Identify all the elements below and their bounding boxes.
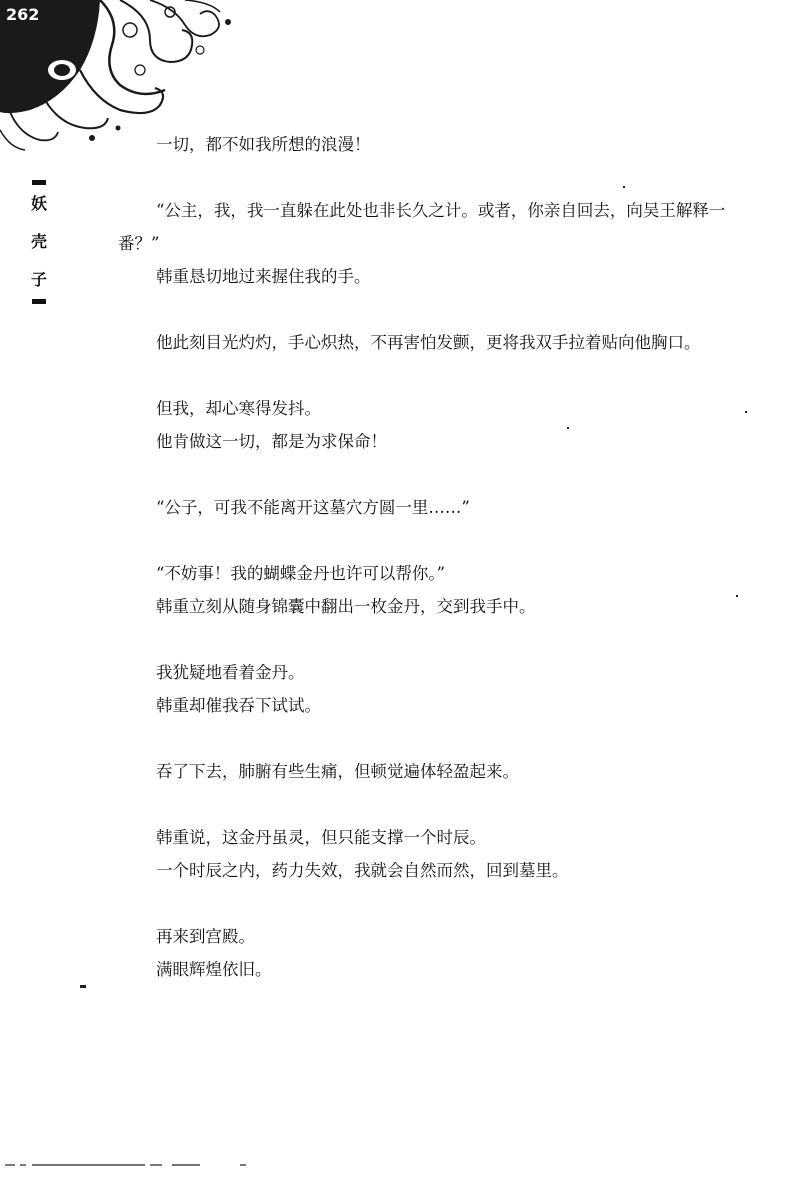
paragraph: “公子，可我不能离开这墓穴方圆一里……” bbox=[156, 498, 470, 517]
scan-speck bbox=[745, 411, 747, 413]
paragraph: 满眼辉煌依旧。 bbox=[156, 960, 272, 979]
footer-rule bbox=[0, 1162, 260, 1168]
paragraph: 再来到宫殿。 bbox=[156, 927, 255, 946]
paragraph: 他肯做这一切，都是为求保命！ bbox=[156, 432, 387, 451]
paragraph: “不妨事！我的蝴蝶金丹也许可以帮你。” bbox=[156, 564, 446, 583]
paragraph: 一切，都不如我所想的浪漫！ bbox=[156, 135, 371, 154]
paragraph: 一个时辰之内，药力失效，我就会自然而然，回到墓里。 bbox=[156, 861, 569, 880]
scan-speck bbox=[623, 186, 625, 188]
paragraph: 吞了下去，肺腑有些生痛，但顿觉遍体轻盈起来。 bbox=[156, 762, 519, 781]
title-char-2: 壳 bbox=[30, 232, 47, 251]
paragraph: 我犹疑地看着金丹。 bbox=[156, 663, 305, 682]
paragraph: 韩重立刻从随身锦囊中翻出一枚金丹，交到我手中。 bbox=[156, 597, 536, 616]
scan-speck bbox=[80, 985, 86, 988]
scan-speck bbox=[736, 595, 738, 597]
paragraph: 韩重说，这金丹虽灵，但只能支撑一个时辰。 bbox=[156, 828, 486, 847]
book-title-vertical bbox=[30, 180, 48, 304]
paragraph: 他此刻目光灼灼，手心炽热，不再害怕发颤，更将我双手拉着贴向他胸口。 bbox=[156, 333, 701, 352]
scan-speck bbox=[567, 427, 569, 429]
paragraph: 但我，却心寒得发抖。 bbox=[156, 399, 321, 418]
bottom-bracket bbox=[32, 299, 46, 304]
title-char-3: 子 bbox=[30, 270, 47, 289]
paragraph: “公主，我，我一直躲在此处也非长久之计。或者，你亲自回去，向吴王解释一番？” bbox=[118, 201, 726, 253]
paragraph: 韩重却催我吞下试试。 bbox=[156, 696, 321, 715]
title-char-1: 妖 bbox=[30, 194, 47, 213]
body-text bbox=[118, 128, 730, 986]
paragraph: 韩重恳切地过来握住我的手。 bbox=[156, 267, 371, 286]
page-number: 262 bbox=[6, 5, 40, 24]
